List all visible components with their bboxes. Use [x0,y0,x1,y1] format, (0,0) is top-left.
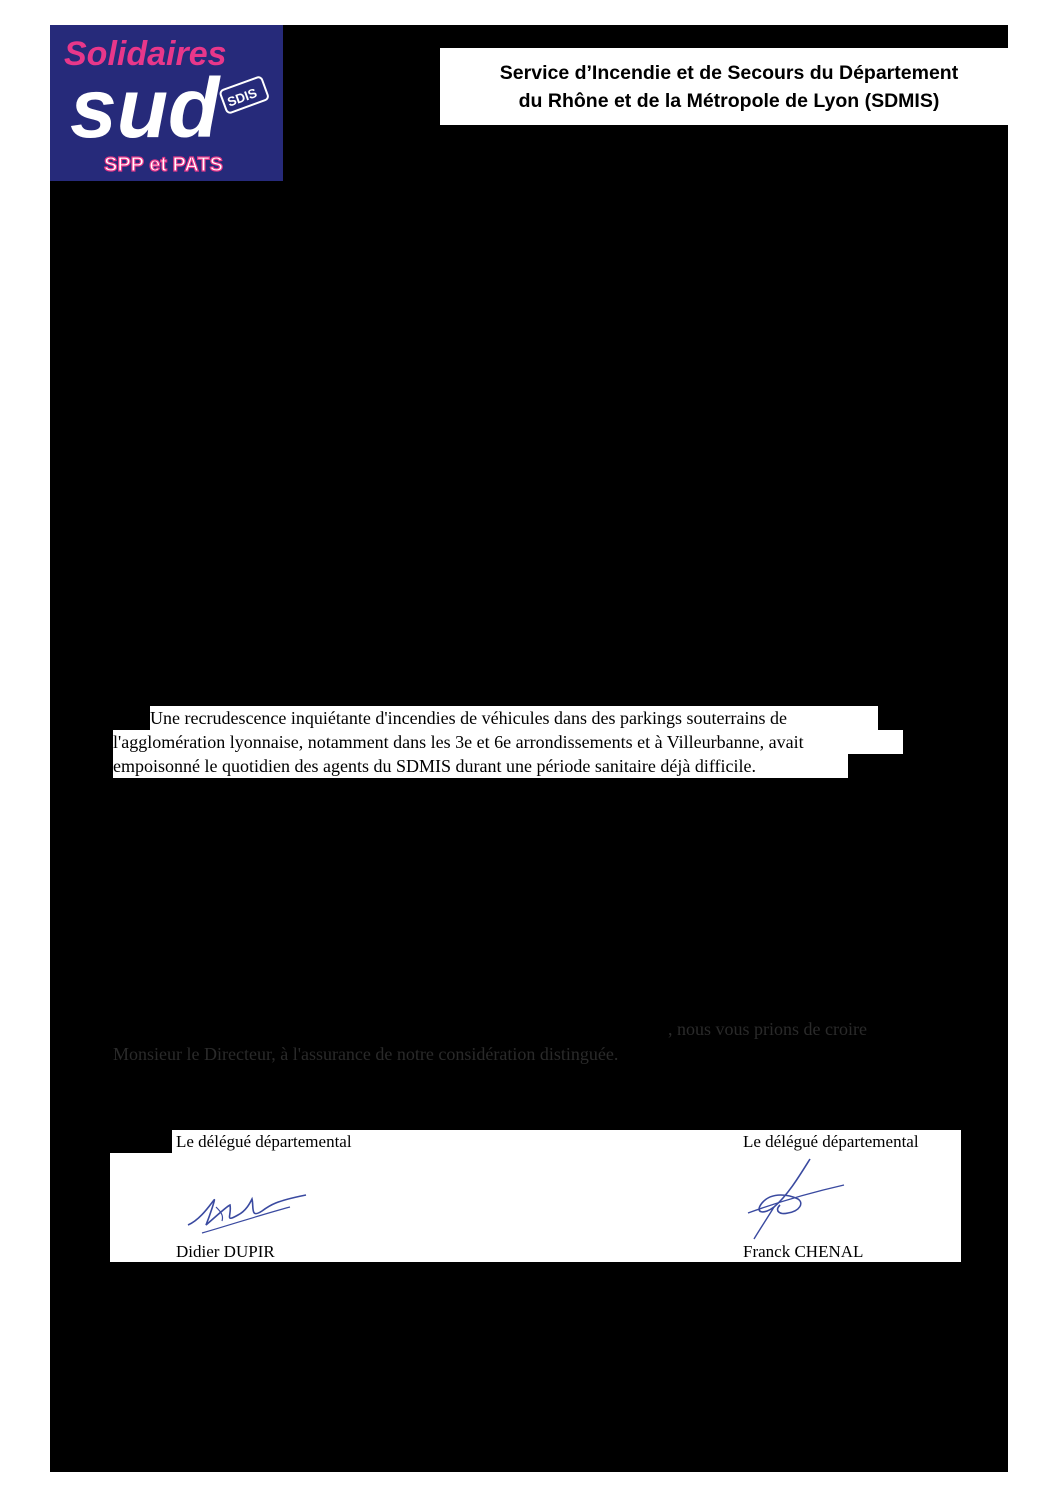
right-signatory-role: Le délégué départemental [743,1132,919,1151]
closing-line-1: , nous vous prions de croire [668,1019,867,1039]
right-signatory-name: Franck CHENAL [743,1242,864,1261]
header-title-line2: du Rhône et de la Métropole de Lyon (SDMIS) [518,89,940,112]
left-signatory-name: Didier DUPIR [176,1242,275,1261]
solidaires-sud-logo [50,25,283,181]
closing-paragraph [113,1017,973,1067]
handwritten-signature-icon [740,1155,850,1245]
logo-spp-pats-text: SPP et PATS [104,154,223,176]
left-signatory-role: Le délégué départemental [176,1132,352,1151]
handwritten-signature-icon [180,1185,310,1240]
logo-sdis-badge: SDIS [225,85,259,110]
paragraph-1-line-3: empoisonné le quotidien des agents du SDMIS durant une période sanitaire déjà difficile. [113,756,757,776]
paragraph-1-line-2: l'agglomération lyonnaise, notamment dans les 3e et 6e arrondissements et à Villeurbanne, avait [113,732,804,752]
paragraph-1-line-1: Une recrudescence inquiétante d'incendies de véhicules dans des parkings souterrains de [150,708,788,728]
logo-sud-text: sud [70,61,220,155]
closing-line-2: Monsieur le Directeur, à l'assurance de notre considération distinguée. [113,1044,619,1064]
header-title-line1: Service d’Incendie et de Secours du Département [499,61,959,84]
logo-solidaires-text: Solidaires [64,35,227,73]
header-title-box [440,48,1018,125]
